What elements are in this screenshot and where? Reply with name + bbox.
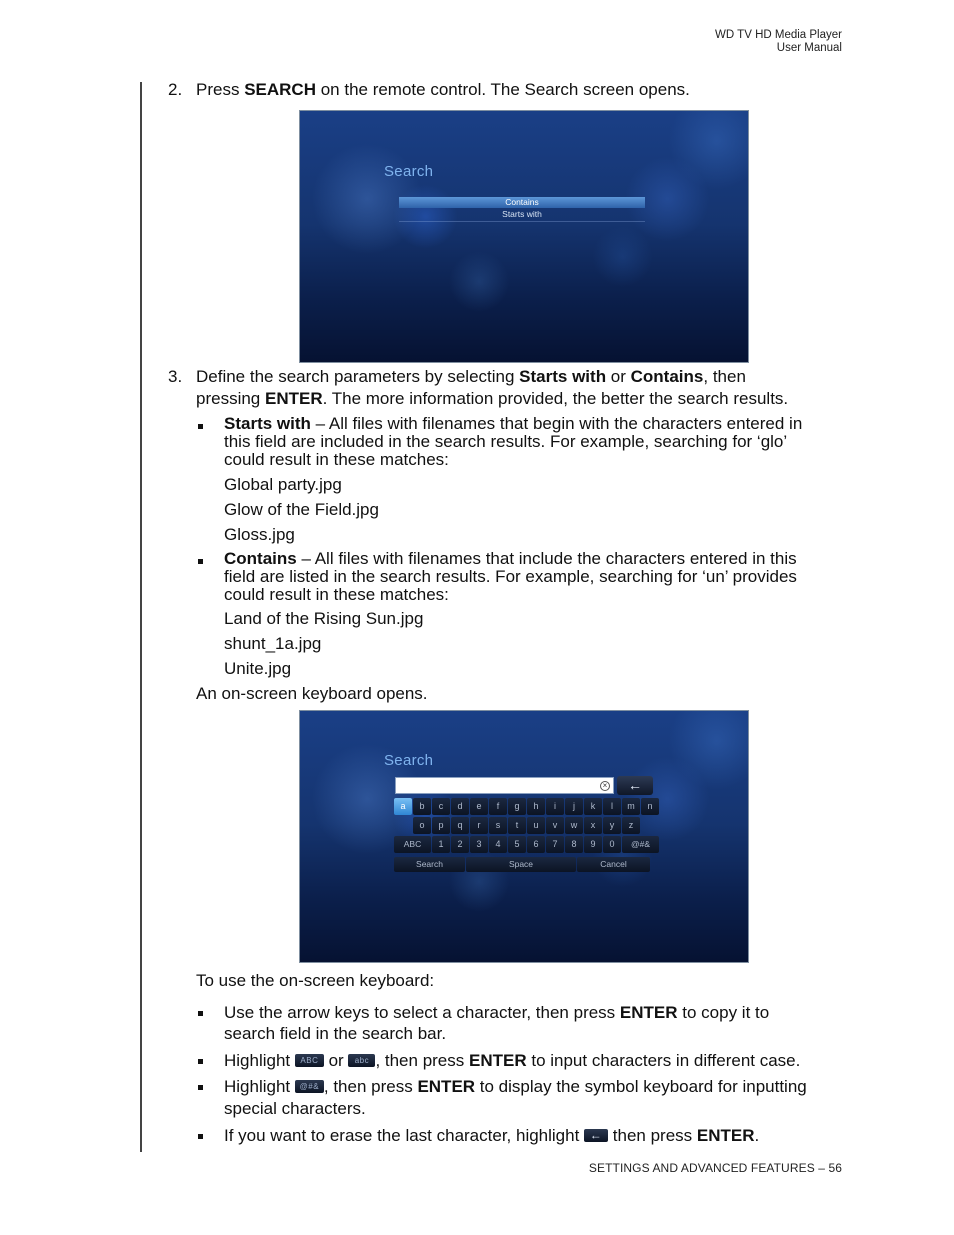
- key-digit-7: 7: [546, 836, 564, 853]
- key-digit-6: 6: [527, 836, 545, 853]
- key-q: q: [451, 817, 469, 834]
- keyboard-opens-text: An on-screen keyboard opens.: [196, 684, 428, 703]
- keyboard-screen-title: Search: [384, 752, 434, 769]
- starts-with-example-1: Global party.jpg: [224, 475, 342, 494]
- key-x: x: [584, 817, 602, 834]
- header-product: WD TV HD Media Player: [715, 29, 842, 41]
- search-screen-title: Search: [384, 163, 434, 180]
- key-a: a: [394, 798, 412, 815]
- key-k: k: [584, 798, 602, 815]
- key-digit-0: 0: [603, 836, 621, 853]
- key-symbols: @#&: [622, 836, 659, 853]
- key-j: j: [565, 798, 583, 815]
- key-digit-5: 5: [508, 836, 526, 853]
- key-search: Search: [394, 857, 465, 872]
- key-n: n: [641, 798, 659, 815]
- backspace-key: ←: [617, 776, 653, 795]
- key-d: d: [451, 798, 469, 815]
- keyboard-row-digits: [394, 836, 659, 853]
- contains-example-1: Land of the Rising Sun.jpg: [224, 609, 424, 628]
- key-e: e: [470, 798, 488, 815]
- bullet-3: [198, 1085, 203, 1090]
- bullet-2-line: Highlight ABC or abc , then press ENTER to input characters in different case.: [224, 1051, 801, 1070]
- option-divider: [399, 221, 645, 222]
- contains-example-3: Unite.jpg: [224, 659, 292, 678]
- key-digit-8: 8: [565, 836, 583, 853]
- key-h: h: [527, 798, 545, 815]
- key-t: t: [508, 817, 526, 834]
- key-f: f: [489, 798, 507, 815]
- key-m: m: [622, 798, 640, 815]
- contains-example-2: shunt_1a.jpg: [224, 634, 322, 653]
- key-o: o: [413, 817, 431, 834]
- key-c: c: [432, 798, 450, 815]
- key-v: v: [546, 817, 564, 834]
- bullet-2: [198, 1059, 203, 1064]
- key-digit-4: 4: [489, 836, 507, 853]
- key-z: z: [622, 817, 640, 834]
- key-i: i: [546, 798, 564, 815]
- option-starts-with: Starts with: [502, 209, 542, 219]
- clear-icon: ×: [600, 781, 610, 791]
- step-2-text: Press SEARCH on the remote control. The Search screen opens.: [196, 80, 690, 99]
- key-digit-3: 3: [470, 836, 488, 853]
- keyboard-row-letters-2: [413, 817, 640, 834]
- running-footer: SETTINGS AND ADVANCED FEATURES – 56: [588, 1161, 842, 1175]
- key-case-toggle: ABC: [394, 836, 431, 853]
- starts-with-example-3: Gloss.jpg: [224, 525, 295, 544]
- key-digit-2: 2: [451, 836, 469, 853]
- running-header: [715, 29, 842, 55]
- key-y: y: [603, 817, 621, 834]
- backspace-key-icon: ←: [584, 1129, 608, 1142]
- bullet-1: [198, 1011, 203, 1016]
- key-u: u: [527, 817, 545, 834]
- search-input: [395, 777, 614, 794]
- starts-with-paragraph: Starts with – All files with filenames that begin with the characters entered in this field are included in the search results. For example, searching for ‘glo’ could result in these matches:: [224, 414, 803, 469]
- key-g: g: [508, 798, 526, 815]
- bullet-1-line-2: search field in the search bar.: [224, 1024, 447, 1043]
- abc-lowercase-key-icon: abc: [348, 1054, 375, 1067]
- key-cancel: Cancel: [577, 857, 650, 872]
- key-r: r: [470, 817, 488, 834]
- step-3-line-2: pressing ENTER. The more information provided, the better the search results.: [196, 389, 789, 408]
- key-s: s: [489, 817, 507, 834]
- search-screen-screenshot: [299, 110, 749, 363]
- bullet-starts-with: [198, 424, 203, 429]
- key-p: p: [432, 817, 450, 834]
- keyboard-row-letters-1: [394, 798, 659, 815]
- starts-with-example-2: Glow of the Field.jpg: [224, 500, 379, 519]
- step-2-number: 2.: [168, 80, 183, 99]
- option-contains: Contains: [399, 197, 645, 208]
- contains-paragraph: Contains – All files with filenames that include the characters entered in this field are listed in the search results. For example, searching for ‘un’ provides could result in these matches:: [224, 549, 797, 604]
- bullet-3-line-2: special characters.: [224, 1099, 366, 1118]
- abc-uppercase-key-icon: ABC: [295, 1054, 324, 1067]
- key-digit-1: 1: [432, 836, 450, 853]
- key-l: l: [603, 798, 621, 815]
- bullet-4-line: If you want to erase the last character, highlight ← then press ENTER.: [224, 1126, 760, 1145]
- bullet-1-line-1: Use the arrow keys to select a character, then press ENTER to copy it to: [224, 1003, 770, 1022]
- key-space: Space: [466, 857, 576, 872]
- key-b: b: [413, 798, 431, 815]
- key-w: w: [565, 817, 583, 834]
- step-3-number: 3.: [168, 367, 183, 386]
- bullet-4: [198, 1134, 203, 1139]
- header-manual: User Manual: [776, 42, 842, 54]
- keyboard-screen-screenshot: [299, 710, 749, 963]
- symbol-key-icon: @#&: [295, 1080, 324, 1093]
- margin-rule: [140, 82, 142, 1152]
- use-keyboard-intro: To use the on-screen keyboard:: [196, 971, 435, 990]
- bullet-3-line-1: Highlight @#& , then press ENTER to display the symbol keyboard for inputting: [224, 1077, 807, 1096]
- step-3-line-1: Define the search parameters by selecting Starts with or Contains, then: [196, 367, 746, 386]
- keyboard-bottom-row: [394, 857, 650, 872]
- bullet-contains: [198, 559, 203, 564]
- key-digit-9: 9: [584, 836, 602, 853]
